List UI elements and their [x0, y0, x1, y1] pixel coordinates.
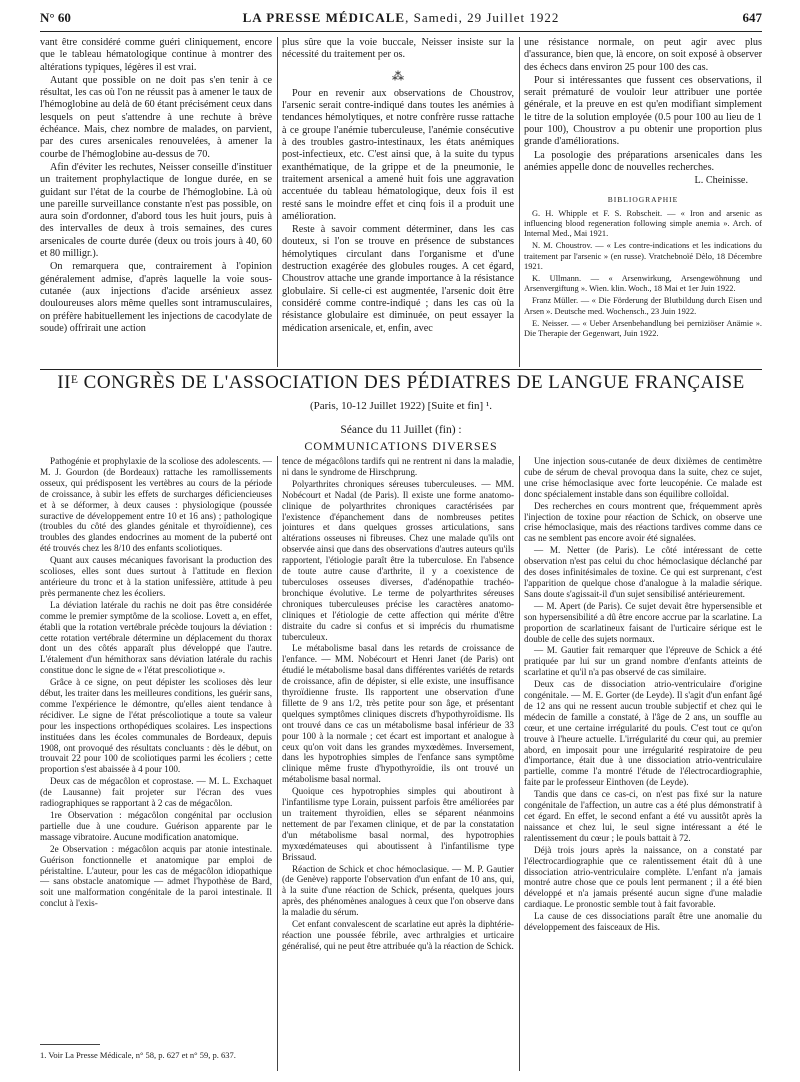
paragraph: Afin d'éviter les rechutes, Neisser conseille d'instituer un traitement prophylactique de longue durée, en se guidant sur l'état de la courbe de l'hémoglobine. Là où une pareille surveillance constante n'est pas possible, on aura soin d'ordonner, d'abord tous les huit jours, puis à des intervalles de deux à trois semaines, des cures arsenicales de courte durée (deux ou trois jours à 40, 60 et 80 milligr.). — [40, 161, 272, 260]
paragraph: Cet enfant convalescent de scarlatine eut après la diphtérie-réaction une poussée fébrile, avec arthralgies et urticaire généralisé, qui ne peut être attribuée qu'à la réaction de Schick. — [282, 919, 514, 951]
footnote-rule — [40, 1044, 100, 1045]
page-header — [40, 8, 762, 30]
paragraph: Pour en revenir aux observations de Choustrov, l'arsenic serait contre-indiqué dans toutes les anémies à tendances hémolytiques, et notre confrère russe rattache à ce groupe l'anémie tuberculeuse, l'anémie consécutive à des troubles gastro-intestinaux, les états anémiques post-infectieux, etc. C'est ainsi que, à la suite du typus exanthématique, de la grippe et de la pneumonie, le traitement arsenical a amené huit fois une aggravation accentuée du tableau hématologique, deux fois il est resté sans le moindre effet et cinq fois il a produit une amélioration. — [282, 87, 514, 222]
paragraph: Réaction de Schick et choc hémoclasique. — M. P. Gautier (de Genève) rapporte l'observation d'un enfant de 10 ans, qui, à la suite d'une réaction de Schick, présenta, quelques jours après, des phénomènes analogues à ceux que l'on observe dans la maladie du sérum. — [282, 863, 514, 918]
paragraph: Deux cas de dissociation atrio-ventriculaire d'origine congénitale. — M. E. Gorter (de Leyde). Il s'agit d'un enfant âgé de 12 ans qui ne ressent aucun trouble subjectif et chez qui le médecin de famille a constaté, à l'âge de 2 ans, un souffle au cœur, et une certaine irrégularité du pouls. C'est tout ce qu'on trouve à l'heure actuelle. L'irrégularité du cœur qui, au premier abord, en imposait pour une irrégularité respiratoire de peu d'importance, était due à une dissociation atrio-ventriculaire partielle, comme l'a montré l'étude de l'électrocardiographie, faite par le professeur Einthoven (de Leyde). — [524, 679, 762, 788]
issue-date: , Samedi, 29 Juillet 1922 — [405, 10, 560, 25]
issue-number: N° 60 — [40, 10, 71, 25]
paragraph: Grâce à ce signe, on peut dépister les scolioses dès leur début, les traiter dans les meilleures conditions, les guérir sans, comme l'expérience le démontre, qu'elles aient tendance à récidiver. Le signe de l'état préscoliotique a toute sa valeur pour les inspections orthopédiques scolaires. Les inspections instituées dans les écoles communales de Bordeaux, depuis 1908, ont provoqué des résultats concluants : dès le début, on trouvait 22 pour 100 de scoliotiques parmi les écoliers ; cette proportion s'est abaissée à 4 pour 100. — [40, 677, 272, 775]
congress-subtitle: (Paris, 10-12 Juillet 1922) [Suite et fin] ¹. — [309, 400, 493, 412]
bibliography-entry: E. Neisser. — « Ueber Arsenbehandlung bei perniziöser Anämie ». Die Therapie der Gegenwart, Juin 1922. — [524, 318, 762, 339]
paragraph: Déjà trois jours après la naissance, on a constaté par l'électrocardiographie que ce ralentissement était dû à une dissociation atrio-ventriculaire complète. L'enfant n'a jamais montré autre chose que ce pouls lent permanent ; il a été bien développé et n'a jamais présenté aucun signe d'une maladie cardiaque. Le pronostic semble tout à fait favorable. — [524, 844, 762, 910]
session-heading: Séance du 11 Juillet (fin) : — [340, 424, 462, 436]
paragraph: Des recherches en cours montrent que, fréquemment après l'injection de toxine pour réaction de Schick, on observe une crise hémoclasique, mais des réactions tardives comme dans ce cas ne semblent pas encore avoir été signalées. — [524, 500, 762, 544]
section-stars: ⁂ — [392, 68, 404, 83]
bibliography-entry: G. H. Whipple et F. S. Robscheit. — « Iron and arsenic as influencing blood regeneration following simple anemia ». Arch. of Internal Med., Mai 1921. — [524, 208, 762, 239]
paragraph: — M. Gautier fait remarquer que l'épreuve de Schick a été pratiquée par lui sur un grand nombre d'enfants atteints de scarlatine et qu'il n'a pas observé de cas similaire. — [524, 645, 762, 678]
paragraph: Reste à savoir comment déterminer, dans les cas douteux, si l'on se trouve en présence de substances hémolytiques circulant dans l'organisme et d'une destruction exagérée des globules rouges. A cet égard, Choustrov attache une grande importance à la résistance globulaire. Si celle-ci est augmentée, l'arsenic doit être considéré comme contre-indiqué ; dans les cas où la résistance globulaire est diminuée, on peut essayer la médication arsenicale, et, enfin, avec — [282, 224, 514, 334]
footnote: 1. Voir La Presse Médicale, n° 58, p. 627 et n° 59, p. 637. — [40, 1050, 236, 1060]
journal-title — [40, 10, 762, 26]
paragraph: Polyarthrites chroniques séreuses tuberculeuses. — MM. Nobécourt et Nadal (de Paris). Il existe une forme anatomo-clinique de polyarthrites chroniques caractérisées par l'existence d'épanchement dans de nombreuses petites jointures et dans quelques grosses articulations, sans altérations osseuses ni fibreuses. Chez une malade qu'ils ont observée ainsi que dans des observations d'autres auteurs qu'ils rapportent, l'étiologie paraît être la tuberculose. En l'absence de toute autre cause d'arthrite, il y a coexistence de tuberculoses osseuses diverses, d'adénopathie trachéo-bronchique évolutive. Le terme de polyarthrites séreuses chroniques tuberculeuses précise les caractères anatomo-cliniques et l'étiologie de cette affection qui mérite d'être distraite du cadre si confus et si imprécis du rhumatisme tuberculeux. — [282, 478, 514, 642]
bottom-column-2 — [282, 456, 514, 1071]
paragraph: Quant aux causes mécaniques favorisant la production des scolioses, elles sont dues surtout à l'attitude en flexion antérieure du tronc et à la station unifessière, attitude à peu près permanente chez les écoliers. — [40, 555, 272, 598]
paragraph: 2e Observation : mégacôlon acquis par atonie intestinale. Guérison fonctionnelle et anatomique par emploi de péristaltine. L'auteur, pour les cas de mégacôlon idiopathique — sans obstacle anatomique — admet l'hypothèse de Bard, soit une malformation congénitale de la paroi intestinale. Il conclut à l'exis- — [40, 843, 272, 909]
column-divider — [519, 456, 520, 1071]
top-column-3 — [524, 37, 762, 367]
paragraph: On remarquera que, contrairement à l'opinion généralement admise, d'après laquelle la voie sous-cutanée (aux injections d'acide arsénieux assez douloureuses alors même quelles sont intramusculaires, on préfère habituellement les injections de cacodylate de soude) offrirait une action — [40, 261, 272, 334]
congress-title: IIᴱ CONGRÈS DE L'ASSOCIATION DES PÉDIATRES DE LANGUE FRANÇAISE — [57, 372, 745, 393]
column-divider — [519, 37, 520, 367]
paragraph: — M. Apert (de Paris). Ce sujet devait être hypersensible et son hypersensibilité a dû être encore accrue par la scarlatine. La proportion de scarlatineux faisant de l'urticaire sérique est le double de celle des sujets normaux. — [524, 600, 762, 644]
paragraph: La posologie des préparations arsenicales dans les anémies appelle donc de nouvelles recherches. — [524, 149, 762, 173]
communications-heading: COMMUNICATIONS DIVERSES — [304, 439, 498, 453]
bibliography-entry: Franz Müller. — « Die Förderung der Blutbildung durch Eisen und Arsen ». Deutsche med. Wochensch., 23 Juin 1922. — [524, 296, 762, 316]
paragraph: Quoique ces hypotrophies simples qui aboutiront à l'infantilisme type Lorain, puissent parfois être améliorées par un traitement thyroïdien, elles se séparent néanmoins nettement de par l'examen clinique, et de par la constatation d'un métabolisme basal normal, des hypotrophies myxœdémateuses qui aboutissent à l'infantilisme type Brissaud. — [282, 786, 514, 862]
journal-name: LA PRESSE MÉDICALE — [242, 10, 406, 25]
paragraph: Une injection sous-cutanée de deux dixièmes de centimètre cube de sérum de cheval provoqua dans la suite, chez ce sujet, une crise hémoclasique avec forte leucopénie. Ce malade est donc spécialement instable dans son équilibre colloïdal. — [524, 456, 762, 499]
paragraph: 1re Observation : mégacôlon congénital par occlusion partielle due à une coudure. Guérison apparente par le massage vibratoire. Aucune modification anatomique. — [40, 810, 272, 842]
section-rule — [40, 369, 762, 370]
paragraph: Autant que possible on ne doit pas s'en tenir à ce résultat, les cas où l'on ne réussit pas à amener le taux de l'hémoglobine au delà de 60 étant précisément ceux dans lesquels on peut s'attendre à une rechute à brève échéance. Mais, chez nombre de malades, on parvient, par des cures arsenicales renouvelées, à amener la courbe de l'hémoglobine au-dessus de 70. — [40, 74, 272, 160]
paragraph: La déviation latérale du rachis ne doit pas être considérée comme le premier symptôme de la scoliose. Lovett a, en effet, établi que la rotation vertébrale précède toujours la déviation : cette rotation vertébrale détermine un déplacement du thorax dont un des côtés apparaît plus développé que l'autre. L'étalement d'un hémithorax sans déviation latérale du rachis constitue donc le signe de « l'état prescoliotique ». — [40, 599, 272, 676]
paragraph: une résistance normale, on peut agir avec plus d'assurance, bien que, là encore, on soit exposé à observer des échecs dans environ 25 pour 100 des cas. — [524, 37, 762, 73]
bibliography-heading: BIBLIOGRAPHIE — [607, 194, 679, 204]
paragraph: Pathogénie et prophylaxie de la scoliose des adolescents. — M. J. Gourdon (de Bordeaux) rattache les ramollissements osseux, qui prédisposent les vertèbres au cours de la période de croissance, à subir les effets de surcharges déficiencieuses et à se déformer, à deux causes : physiologique (poussée suractive de développement entre 10 et 16 ans) ; pathologique (troubles du côté des glandes génitale et thyroïdienne), ces troubles des glandes endocrines au moment de la puberté ont été trouvés chez les 8/10 des enfants scoliotiques. — [40, 456, 272, 554]
paragraph: plus sûre que la voie buccale, Neisser insiste sur la nécessité du traitement per os. — [282, 37, 514, 61]
paragraph: Le métabolisme basal dans les retards de croissance de l'enfance. — MM. Nobécourt et Henri Janet (de Paris) ont étudié le métabolisme basal dans différentes variétés de retards de croissance, afin de dépister, si elle existe, une insuffisance thyroïdienne fruste. Ils rapportent une observation d'une fillette de 9 ans 1/2, très petite pour son âge, et présentant quelques symptômes cliniques discrets d'hypothyroïdisme. Ils ont trouvé dans ce cas un métabolisme basal inférieur de 33 pour 100 à la normale ; cet écart est important et analogue à ceux qu'on voit dans les grandes myxœdèmes. Inversement, dans les hypotrophies simples de l'enfance sans symptôme clinique même fruste d'hypothyroïdie, ils ont trouvé un métabolisme basal normal. — [282, 643, 514, 785]
page-number: 647 — [742, 10, 762, 25]
paragraph: Pour si intéressantes que fussent ces observations, il serait prématuré de vouloir leur attribuer une portée générale, et la preuve en est qu'en modifiant simplement le titre de la solution employée (0.5 pour 100 au lieu de 1 pour 100), Choustrov a pu obtenir une proportion plus grande d'améliorations. — [524, 74, 762, 148]
paragraph: vant être considéré comme guéri cliniquement, encore que le tableau hématologique continue à montrer des altérations typiques, légères il est vrai. — [40, 37, 272, 73]
author-signature: L. Cheinisse. — [694, 175, 748, 187]
paragraph: Deux cas de mégacôlon et coprostase. — M. L. Exchaquet (de Lausanne) fait projeter sur l'écran des vues radiographiques se rapportant à 2 cas de mégacôlon. — [40, 776, 272, 809]
paragraph: tence de mégacôlons tardifs qui ne rentrent ni dans la maladie, ni dans le syndrome de Hirschprung. — [282, 456, 514, 477]
paragraph: — M. Netter (de Paris). Le côté intéressant de cette observation n'est pas celui du choc hémoclasique déclanché par des doses infinitésimales de toxine. Ce qui est surprenant, c'est l'apparition de quelque chose d'analogue à la maladie sérique. Sans doute s'agissait-il d'un sujet sensibilisé antérieurement. — [524, 545, 762, 599]
bibliography-entry: N. M. Choustrov. — « Les contre-indications et les indications du traitement par l'arsenic » (en russe). Vratchebnoïé Dèlo, 18 Décembre 1921. — [524, 241, 762, 271]
bottom-column-1 — [40, 456, 272, 1041]
top-column-2 — [282, 37, 514, 367]
header-rule — [40, 31, 762, 32]
bibliography-entry: K. Ullmann. — « Arsenwirkung, Arsengewöhnung und Arsenvergiftung ». Wien. klin. Woch., 18 Mai et 1er Juin 1922. — [524, 274, 762, 294]
column-divider — [277, 456, 278, 1071]
paragraph: La cause de ces dissociations paraît être une anomalie du développement des faisceaux de His. — [524, 911, 762, 933]
bibliography — [524, 209, 762, 339]
paragraph: Tandis que dans ce cas-ci, on n'est pas fixé sur la nature congénitale de l'affection, un autre cas a été plus démonstratif à cet égard. En effet, le second enfant a été vu aussitôt après la naissance et chez lui, le seul signe intéressant a été le ralentissement du cœur ; le pouls battait à 72. — [524, 789, 762, 843]
top-column-1 — [40, 37, 272, 367]
bottom-column-3 — [524, 456, 762, 1071]
column-divider — [277, 37, 278, 367]
